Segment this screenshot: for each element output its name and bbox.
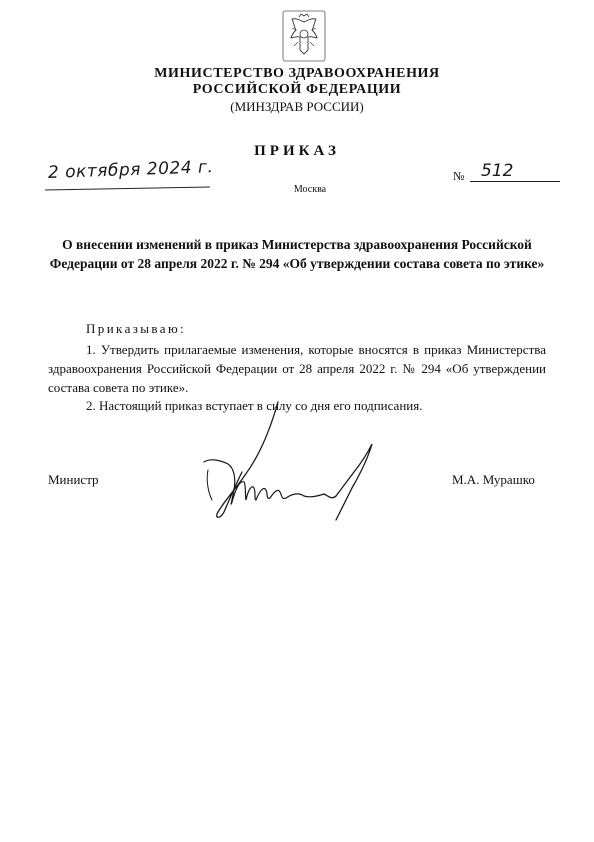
document-subject: О внесении изменений в приказ Министерства здравоохранения Российской Федерации от 28 апреля 2022 г. № 294 «Об утверждении состава совета по этике» — [49, 237, 545, 271]
document-type-title: ПРИКАЗ — [254, 143, 340, 159]
signer-title: Министр — [48, 472, 99, 487]
date-underline — [45, 187, 210, 191]
ministry-short-name: (МИНЗДРАВ РОССИИ) — [230, 99, 364, 114]
handwritten-signature-icon — [190, 400, 390, 530]
order-word: Приказываю: — [86, 321, 187, 336]
number-sign: № — [453, 169, 465, 183]
order-item-1: 1. Утвердить прилагаемые изменения, которые вносятся в приказ Министерства здравоохранения Российской Федерации от 28 апреля 2022 г. № 294 «Об утверждении состава совета по этике». — [48, 342, 546, 395]
signer-name: М.А. Мурашко — [452, 472, 535, 487]
ministry-name-line1: МИНИСТЕРСТВО ЗДРАВООХРАНЕНИЯ — [154, 66, 440, 81]
handwritten-document-number: 512 — [481, 161, 514, 181]
coat-of-arms-emblem-icon — [282, 10, 326, 62]
city-label: Москва — [293, 184, 327, 195]
order-item-2: 2. Настоящий приказ вступает в силу со дня его подписания. — [86, 398, 423, 413]
ministry-name-line2: РОССИЙСКОЙ ФЕДЕРАЦИИ — [192, 82, 402, 97]
handwritten-date: 2 октября 2024 г. — [47, 157, 214, 183]
number-underline — [470, 181, 560, 182]
